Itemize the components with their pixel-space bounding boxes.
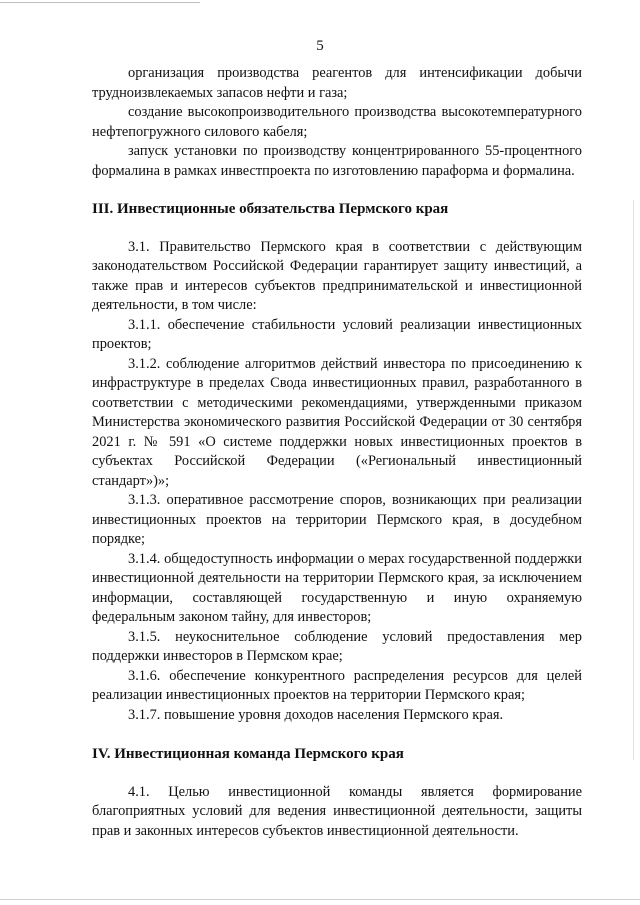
page-number: 5 — [316, 38, 324, 54]
scan-edge-line — [0, 899, 640, 900]
scan-edge-line — [633, 200, 634, 760]
paragraph: 3.1.4. общедоступность информации о мерах государственной поддержки инвестиционной деятельности на территории Пермского края, за исключением информации, составляющей государственную и иную охраняемую федеральным законом тайну, для инвесторов; — [92, 550, 582, 625]
section-heading: IV. Инвестиционная команда Пермского края — [92, 746, 404, 762]
paragraph: запуск установки по производству концентрированного 55-процентного формалина в рамках инвестпроекта по изготовлению параформа и формалина. — [92, 143, 582, 179]
paragraph: 3.1.1. обеспечение стабильности условий реализации инвестиционных проектов; — [92, 316, 582, 352]
paragraph: 3.1.6. обеспечение конкурентного распределения ресурсов для целей реализации инвестиционных проектов на территории Пермского края; — [92, 667, 582, 703]
paragraph: 3.1.3. оперативное рассмотрение споров, возникающих при реализации инвестиционных проектов на территории Пермского края, в досудебном порядке; — [92, 492, 582, 547]
paragraph: создание высокопроизводительного производства высокотемпературного нефтепогружного силового кабеля; — [92, 104, 582, 140]
paragraph: 3.1.2. соблюдение алгоритмов действий инвестора по присоединению к инфраструктуре в пределах Свода инвестиционных правил, разработанного в соответствии с методическими рекомендациями, утвержденными приказом Министерства экономического развития Российской Федерации от 30 сентября 2021 г. № 591 «О системе поддержки новых инвестиционных проектов в субъектах Российской Федерации («Региональный инвестиционный стандарт»)»; — [92, 355, 582, 489]
paragraph: 3.1.5. неукоснительное соблюдение условий предоставления мер поддержки инвесторов в Пермском крае; — [92, 628, 582, 664]
paragraph: 3.1. Правительство Пермского края в соответствии с действующим законодательством Российской Федерации гарантирует защиту инвестиций, а также прав и интересов субъектов предпринимательской и инвестиционной деятельности, в том числе: — [92, 238, 582, 313]
paragraph: организация производства реагентов для интенсификации добычи трудноизвлекаемых запасов нефти и газа; — [92, 65, 582, 101]
paragraph: 4.1. Целью инвестиционной команды является формирование благоприятных условий для ведения инвестиционной деятельности, защиты прав и законных интересов субъектов инвестиционной деятельности. — [92, 783, 582, 839]
scan-edge-line — [0, 2, 200, 3]
section-heading: III. Инвестиционные обязательства Пермского края — [92, 201, 449, 217]
document-body — [92, 64, 582, 841]
paragraph: 3.1.7. повышение уровня доходов населения Пермского края. — [128, 706, 504, 723]
